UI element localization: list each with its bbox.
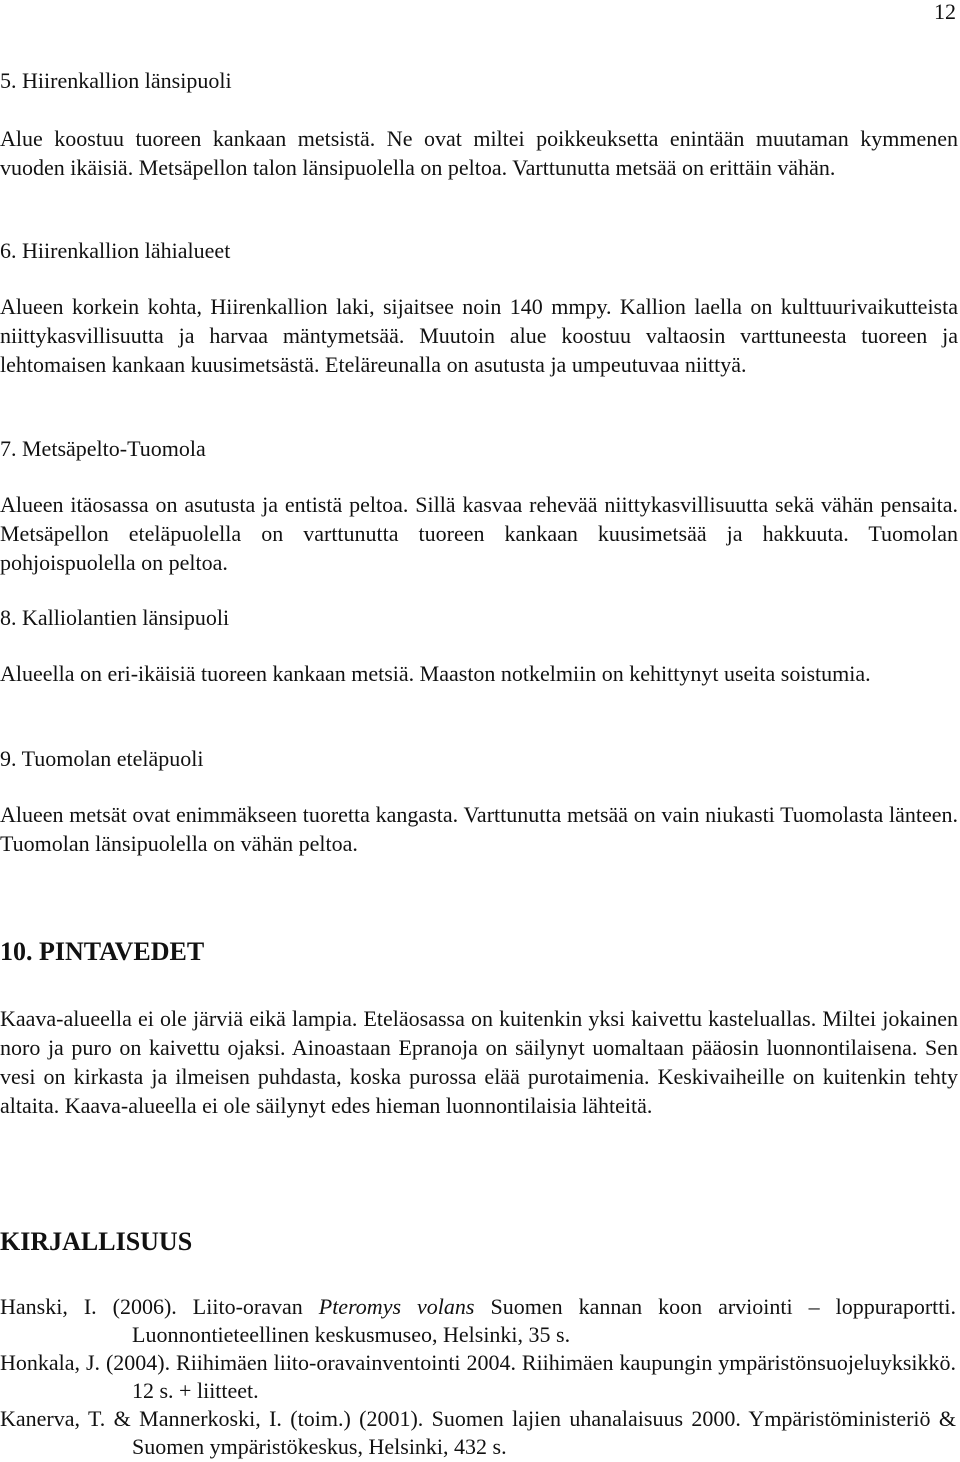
section-paragraph-8: Alueella on eri-ikäisiä tuoreen kankaan metsiä. Maaston notkelmiin on kehittynyt useita soistumia.	[0, 661, 871, 686]
reference-text-cont: Suomen kannan koon arviointi – loppuraportti. Luonnontieteellinen keskusmuseo, Helsinki, 35 s.	[132, 1294, 956, 1347]
section-paragraph-6: Alueen korkein kohta, Hiirenkallion laki, sijaitsee noin 140 mmpy. Kallion laella on kulttuurivaikutteista niittykasvillisuutta ja harvaa mäntymetsää. Muutoin alue koostuu valtaosin varttuneesta tuoreen ja lehtomaisen kankaan kuusimetsästä. Eteläreunalla on asutusta ja umpeutuvaa niittyä.	[0, 294, 958, 377]
section-heading-8: 8. Kalliolantien länsipuoli	[0, 605, 230, 630]
reference-text: Kanerva, T. & Mannerkoski, I. (toim.) (2001). Suomen lajien uhanalaisuus 2000. Ympäristöministeriö & Suomen ympäristökeskus, Helsinki, 432 s.	[0, 1406, 956, 1459]
section-heading-7: 7. Metsäpelto-Tuomola	[0, 436, 206, 461]
species-name-italic: Pteromys volans	[318, 1294, 475, 1319]
reference-entry-kanerva	[0, 1405, 956, 1461]
section-paragraph-5: Alue koostuu tuoreen kankaan metsistä. Ne ovat miltei poikkeuksetta enintään muutaman kymmenen vuoden ikäisiä. Metsäpellon talon länsipuolella on peltoa. Varttunutta metsää on erittäin vähän.	[0, 126, 958, 180]
reference-entry-honkala	[0, 1349, 956, 1405]
section-heading-9: 9. Tuomolan eteläpuoli	[0, 746, 204, 771]
section-paragraph-9: Alueen metsät ovat enimmäkseen tuoretta kangasta. Varttunutta metsää on vain niukasti Tuomolasta länteen. Tuomolan länsipuolella on vähän peltoa.	[0, 802, 958, 856]
section-heading-6: 6. Hiirenkallion lähialueet	[0, 238, 231, 263]
reference-text: Honkala, J. (2004). Riihimäen liito-oravainventointi 2004. Riihimäen kaupungin ympäristönsuojeluyksikkö. 12 s. + liitteet.	[0, 1350, 956, 1403]
chapter-paragraph-pintavedet: Kaava-alueella ei ole järviä eikä lampia. Eteläosassa on kuitenkin yksi kaivettu kasteluallas. Miltei jokainen noro ja puro on kaivettu ojaksi. Ainoastaan Epranoja on säilynyt uomaltaan pääosin luonnontilaisena. Sen vesi on kirkasta ja ilmeisen puhdasta, koska purossa elää purotaimenia. Keskivaiheille on kuitenkin tehty altaita. Kaava-alueella ei ole säilynyt edes hieman luonnontilaisia lähteitä.	[0, 1006, 958, 1118]
section-paragraph-7: Alueen itäosassa on asutusta ja entistä peltoa. Sillä kasvaa rehevää niittykasvillisuutta sekä vähän pensaita. Metsäpellon eteläpuolella on varttunutta tuoreen kankaan kuusimetsää ja hakkuuta. Tuomolan pohjoispuolella on peltoa.	[0, 492, 958, 575]
chapter-heading-kirjallisuus: KIRJALLISUUS	[0, 1227, 193, 1256]
page-number: 12	[934, 0, 956, 24]
section-heading-5: 5. Hiirenkallion länsipuoli	[0, 68, 232, 93]
reference-entry-hanski	[0, 1293, 956, 1349]
chapter-heading-pintavedet: 10. PINTAVEDET	[0, 937, 205, 966]
reference-text: Hanski, I. (2006). Liito-oravan	[0, 1294, 319, 1319]
